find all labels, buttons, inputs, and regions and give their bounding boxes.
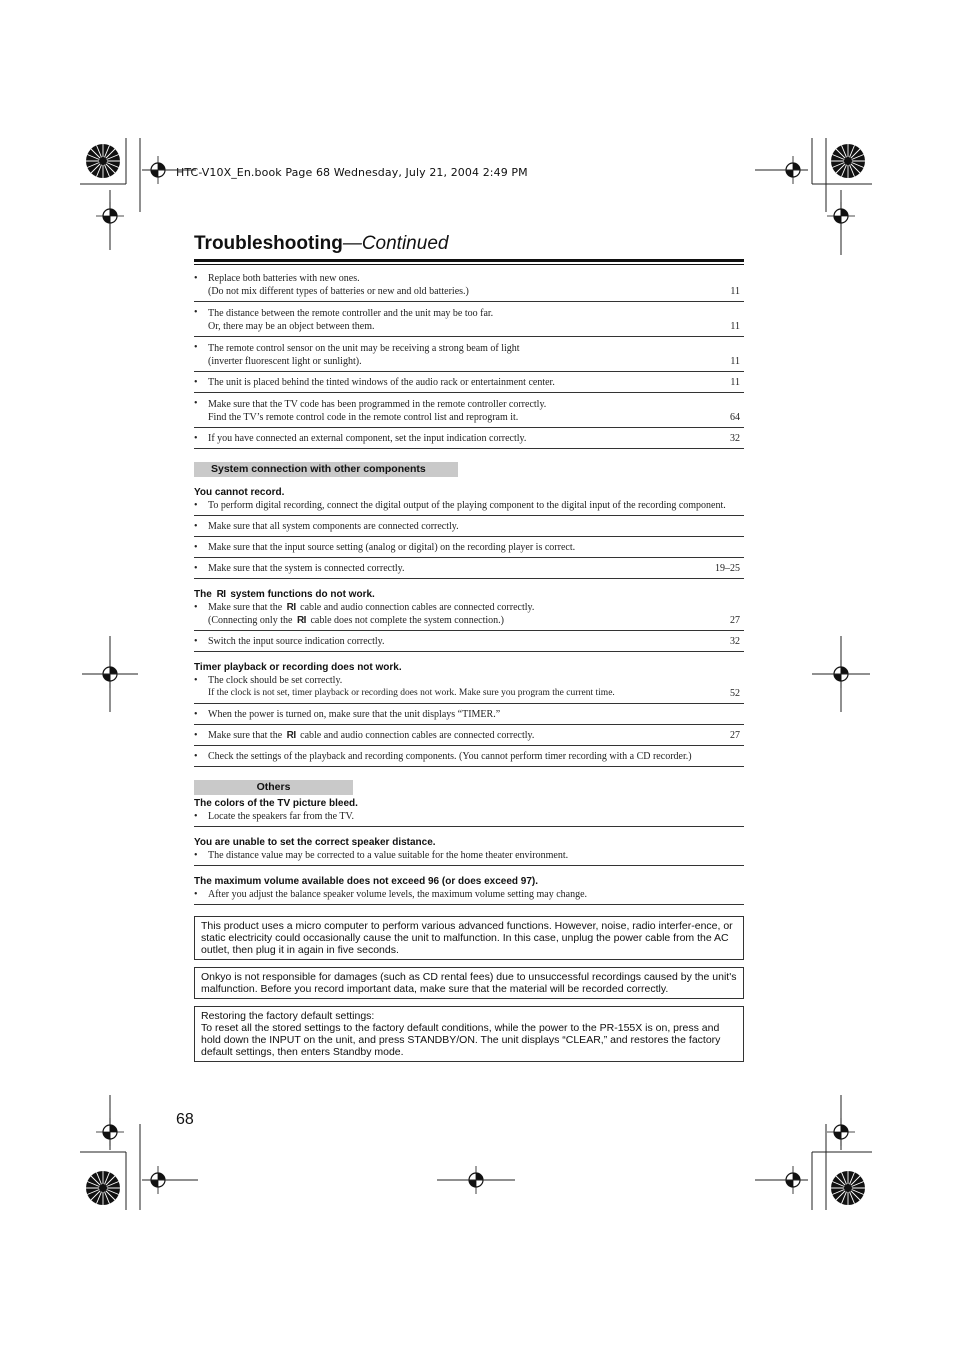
problem-heading: The colors of the TV picture bleed. xyxy=(194,798,358,809)
page-ref: 27 xyxy=(730,615,740,626)
list-item: • The remote control sensor on the unit may be receiving a strong beam of light (inverter fluorescent light or sunlight). 11 xyxy=(194,337,744,372)
list-item: • Make sure that the RI cable and audio connection cables are connected correctly. 27 xyxy=(194,725,744,746)
list-item: • Make sure that all system components are connected correctly. xyxy=(194,516,744,537)
ri-logo-icon: RI xyxy=(216,589,226,600)
ri-logo-icon: RI xyxy=(286,602,296,613)
problem-heading: Timer playback or recording does not work. xyxy=(194,662,402,673)
title-continued: —Continued xyxy=(342,233,449,254)
bullet: • xyxy=(194,273,198,284)
troubleshooting-content xyxy=(194,268,744,1062)
list-item: • The distance value may be corrected to a value suitable for the home theater environment. xyxy=(194,849,744,866)
page-ref: 52 xyxy=(730,688,740,699)
page-ref: 19–25 xyxy=(715,563,740,574)
notice-box-liability: Onkyo is not responsible for damages (such as CD rental fees) due to unsuccessful recordings caused by the unit's malfunction. Before you record important data, make sure that the material will be recorded correctly. xyxy=(194,967,744,999)
list-item: • The unit is placed behind the tinted windows of the audio rack or entertainment center. 11 xyxy=(194,372,744,393)
problem-heading: You are unable to set the correct speaker distance. xyxy=(194,837,436,848)
page-ref: 64 xyxy=(730,412,740,423)
ri-logo-icon: RI xyxy=(296,615,306,626)
list-item: • Make sure that the TV code has been programmed in the remote controller correctly. Find the TV’s remote control code in the remote control list and reprogram it. 64 xyxy=(194,393,744,428)
page-ref: 11 xyxy=(730,377,740,388)
list-item: • The distance between the remote controller and the unit may be too far. Or, there may be an object between them. 11 xyxy=(194,302,744,337)
remote-troubleshoot-list xyxy=(194,268,744,449)
page-ref: 32 xyxy=(730,433,740,444)
problem-heading: You cannot record. xyxy=(194,487,285,498)
page-ref: 11 xyxy=(730,321,740,332)
page-number: 68 xyxy=(176,1111,194,1128)
page-ref: 27 xyxy=(730,730,740,741)
page-ref: 11 xyxy=(730,356,740,367)
list-item: • Make sure that the system is connected correctly. 19–25 xyxy=(194,558,744,579)
list-item: • Make sure that the input source setting (analog or digital) on the recording player is correct. xyxy=(194,537,744,558)
section-header-system-connection: System connection with other components xyxy=(194,462,458,477)
page-ref: 11 xyxy=(730,286,740,297)
list-item: • To perform digital recording, connect the digital output of the playing component to the digital input of the recording component. xyxy=(194,499,744,516)
problem-heading: The maximum volume available does not exceed 96 (or does exceed 97). xyxy=(194,876,539,887)
title-rule xyxy=(194,259,744,262)
list-item: • After you adjust the balance speaker volume levels, the maximum volume setting may change. xyxy=(194,888,744,905)
print-header: HTC-V10X_En.book Page 68 Wednesday, July 21, 2004 2:49 PM xyxy=(176,166,528,179)
title-rule-thin xyxy=(194,264,744,265)
list-item: • Switch the input source indication correctly. 32 xyxy=(194,631,744,652)
list-item: • Make sure that the RI cable and audio connection cables are connected correctly. (Connecting only the RI cable does not complete the system connection.) 27 xyxy=(194,601,744,631)
list-item: • If you have connected an external component, set the input indication correctly. 32 xyxy=(194,428,744,449)
list-item: • Check the settings of the playback and recording components. (You cannot perform timer recording with a CD recorder.) xyxy=(194,746,744,767)
list-item: • Replace both batteries with new ones. (Do not mix different types of batteries or new and old batteries.) 11 xyxy=(194,268,744,302)
problem-heading: The RI system functions do not work. xyxy=(194,589,375,600)
page-title xyxy=(194,233,448,255)
ri-logo-icon: RI xyxy=(286,730,296,741)
list-item: • When the power is turned on, make sure that the unit displays “TIMER.” xyxy=(194,704,744,725)
notice-box-microcomputer: This product uses a micro computer to perform various advanced functions. However, noise, radio interfer-ence, or static electricity could occasionally cause the unit to malfunction. In this case, unplug the power cable from the AC outlet, then plug it in again in five seconds. xyxy=(194,916,744,960)
title-main: Troubleshooting xyxy=(194,233,343,254)
list-item: • Locate the speakers far from the TV. xyxy=(194,810,744,827)
page-ref: 32 xyxy=(730,636,740,647)
section-header-others: Others xyxy=(194,780,353,795)
list-item: • The clock should be set correctly. If the clock is not set, timer playback or recording does not work. Make sure you program the current time. 52 xyxy=(194,674,744,704)
notice-box-factory-reset: Restoring the factory default settings: To reset all the stored settings to the factory default conditions, while the power to the PR-155X is on, press and hold down the INPUT on the unit, and press STANDBY/ON. The unit displays “CLEAR,” and restores the factory default settings, then enters Standby mode. xyxy=(194,1006,744,1062)
